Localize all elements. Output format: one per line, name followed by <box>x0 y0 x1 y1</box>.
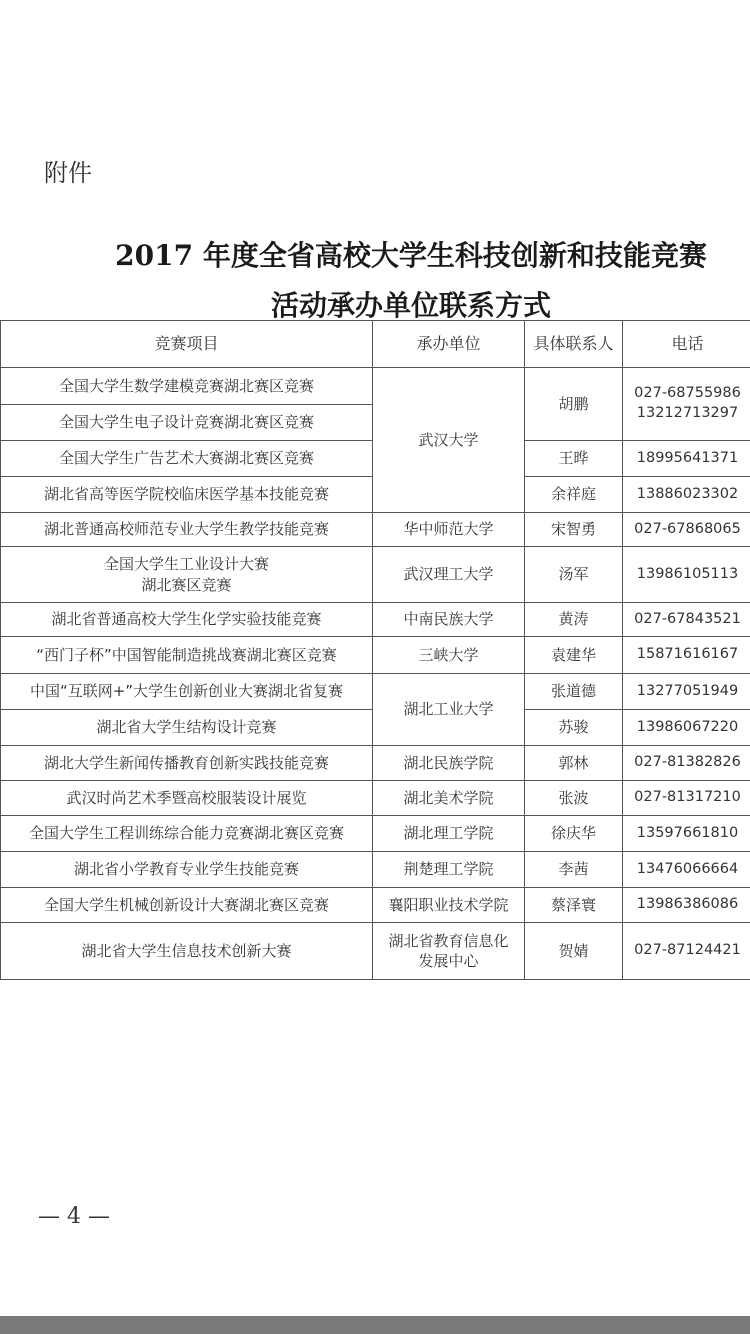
project-cell: 全国大学生工业设计大赛 湖北赛区竞赛 <box>1 547 373 603</box>
phone-cell: 18995641371 <box>623 441 750 477</box>
phone-cell: 13277051949 <box>623 674 750 710</box>
unit-cell: 湖北工业大学 <box>373 674 525 746</box>
table-row <box>1 674 750 710</box>
table-row <box>1 603 750 637</box>
project-cell: 中国“互联网+”大学生创新创业大赛湖北省复赛 <box>1 674 373 710</box>
phone-cell: 15871616167 <box>623 637 750 674</box>
table-row <box>1 852 750 888</box>
contact-cell: 徐庆华 <box>525 816 623 852</box>
table-header-row <box>1 321 750 368</box>
unit-cell: 湖北民族学院 <box>373 746 525 781</box>
unit-cell: 湖北省教育信息化 发展中心 <box>373 923 525 980</box>
unit-cell: 襄阳职业技术学院 <box>373 888 525 923</box>
contact-cell: 袁建华 <box>525 637 623 674</box>
project-cell: 全国大学生数学建模竞赛湖北赛区竞赛 <box>1 368 373 405</box>
table-row <box>1 816 750 852</box>
table-row <box>1 513 750 547</box>
table-row <box>1 637 750 674</box>
phone-cell: 13597661810 <box>623 816 750 852</box>
unit-cell: 武汉理工大学 <box>373 547 525 603</box>
unit-cell: 湖北理工学院 <box>373 816 525 852</box>
contact-cell: 宋智勇 <box>525 513 623 547</box>
document-title-line2: 活动承办单位联系方式 <box>270 289 551 322</box>
project-cell: 武汉时尚艺术季暨高校服装设计展览 <box>1 781 373 816</box>
phone-cell: 13986386086 <box>623 888 750 923</box>
page-number: — 4 — <box>38 1204 110 1229</box>
header-phone: 电话 <box>623 321 750 368</box>
phone-cell: 13986067220 <box>623 710 750 746</box>
document-title-line1: 2017 年度全省高校大学生科技创新和技能竞赛 <box>115 239 707 272</box>
project-cell: 湖北省高等医学院校临床医学基本技能竞赛 <box>1 477 373 513</box>
table-row <box>1 781 750 816</box>
attachment-label: 附件 <box>44 159 92 187</box>
unit-cell: 三峡大学 <box>373 637 525 674</box>
project-cell: “西门子杯”中国智能制造挑战赛湖北赛区竞赛 <box>1 637 373 674</box>
project-cell: 全国大学生电子设计竞赛湖北赛区竞赛 <box>1 405 373 441</box>
phone-cell: 13986105113 <box>623 547 750 603</box>
phone-cell: 027-87124421 <box>623 923 750 980</box>
phone-cell: 027-81317210 <box>623 781 750 816</box>
project-cell: 湖北省普通高校大学生化学实验技能竞赛 <box>1 603 373 637</box>
bottom-bar <box>0 1316 750 1334</box>
unit-cell: 华中师范大学 <box>373 513 525 547</box>
unit-cell: 湖北美术学院 <box>373 781 525 816</box>
contact-cell: 贺婧 <box>525 923 623 980</box>
phone-line: 13212713297 <box>636 405 739 421</box>
table-row <box>1 923 750 980</box>
unit-cell: 荆楚理工学院 <box>373 852 525 888</box>
project-cell: 全国大学生机械创新设计大赛湖北赛区竞赛 <box>1 888 373 923</box>
header-unit: 承办单位 <box>373 321 525 368</box>
contact-cell: 王晔 <box>525 441 623 477</box>
phone-cell: 027-67843521 <box>623 603 750 637</box>
contact-cell: 张道德 <box>525 674 623 710</box>
contact-cell: 郭林 <box>525 746 623 781</box>
phone-line: 027-68755986 <box>634 385 741 402</box>
project-cell: 湖北大学生新闻传播教育创新实践技能竞赛 <box>1 746 373 781</box>
contact-cell: 张波 <box>525 781 623 816</box>
phone-cell: 13886023302 <box>623 477 750 513</box>
table-row <box>1 888 750 923</box>
header-contact: 具体联系人 <box>525 321 623 368</box>
contact-cell: 李茜 <box>525 852 623 888</box>
contact-cell: 余祥庭 <box>525 477 623 513</box>
table-row <box>1 368 750 405</box>
project-cell: 湖北省大学生结构设计竞赛 <box>1 710 373 746</box>
phone-cell: 027-67868065 <box>623 513 750 547</box>
contact-cell: 苏骏 <box>525 710 623 746</box>
project-cell: 湖北省大学生信息技术创新大赛 <box>1 923 373 980</box>
phone-cell: 027-81382826 <box>623 746 750 781</box>
table-row <box>1 547 750 603</box>
header-project: 竞赛项目 <box>1 321 373 368</box>
project-cell: 全国大学生广告艺术大赛湖北赛区竞赛 <box>1 441 373 477</box>
table-row <box>1 746 750 781</box>
project-cell: 湖北省小学教育专业学生技能竞赛 <box>1 852 373 888</box>
phone-cell: 13476066664 <box>623 852 750 888</box>
unit-cell: 中南民族大学 <box>373 603 525 637</box>
contact-cell: 黄涛 <box>525 603 623 637</box>
project-cell: 全国大学生工程训练综合能力竞赛湖北赛区竞赛 <box>1 816 373 852</box>
contact-table <box>0 320 750 980</box>
phone-cell <box>623 368 750 441</box>
contact-cell: 蔡泽寰 <box>525 888 623 923</box>
project-cell: 湖北普通高校师范专业大学生教学技能竞赛 <box>1 513 373 547</box>
contact-cell: 胡鹏 <box>525 368 623 441</box>
unit-cell: 武汉大学 <box>373 368 525 513</box>
contact-cell: 汤军 <box>525 547 623 603</box>
